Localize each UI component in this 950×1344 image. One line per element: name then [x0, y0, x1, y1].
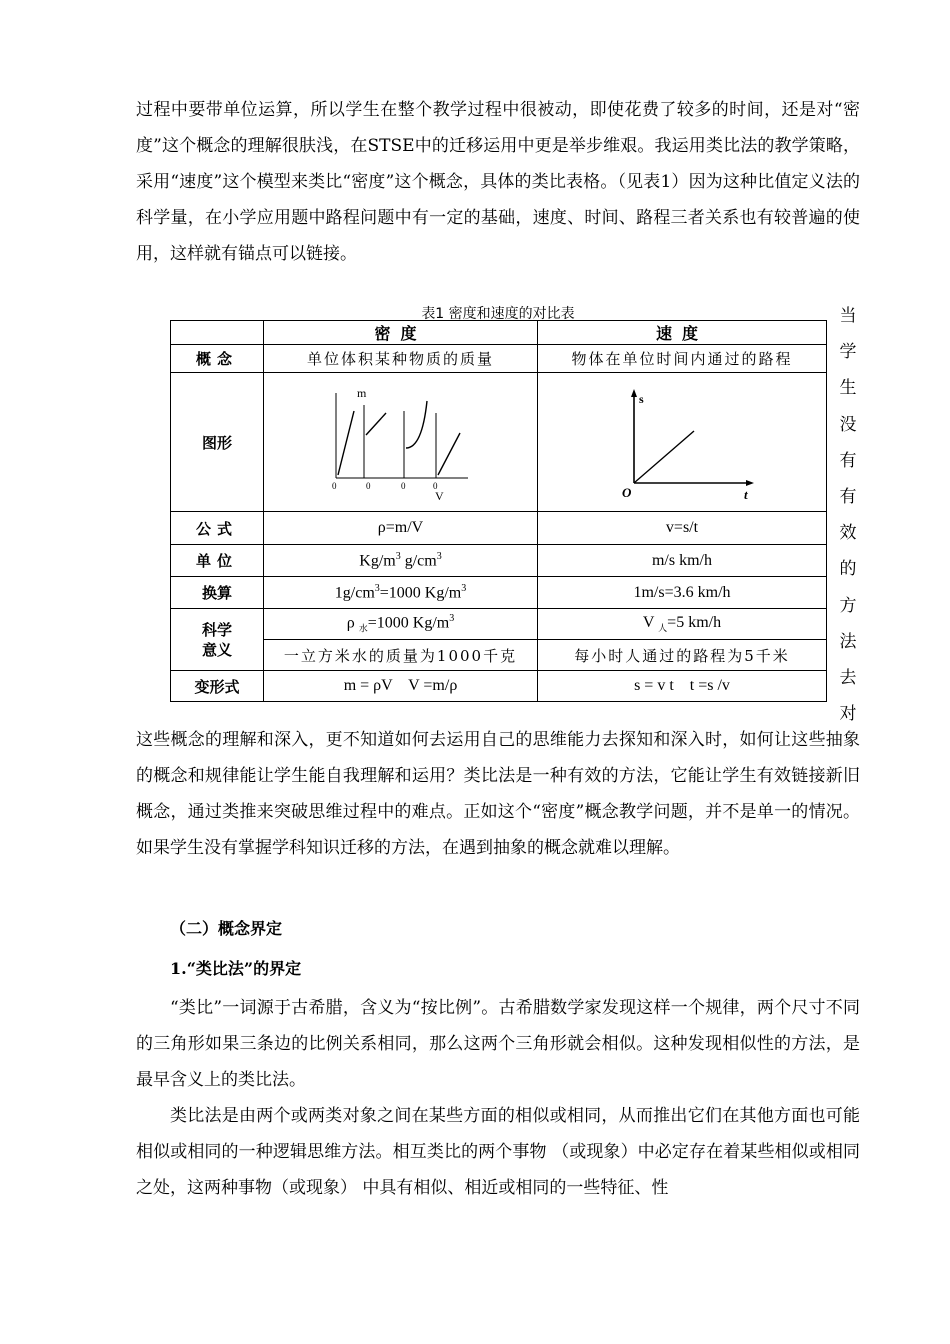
cell-density-concept: 单位体积某种物质的质量 [264, 345, 538, 373]
cell-speed-variant: s = v t t =s /v [538, 671, 827, 702]
row-label-formula: 公式 [171, 512, 264, 545]
density-graphs-image [264, 373, 538, 507]
cell-speed-meaning-text: 每小时人通过的路程为5千米 [538, 640, 827, 671]
paragraph-intro: 过程中要带单位运算，所以学生在整个教学过程中很被动，即使花费了较多的时间，还是对“密度”这个概念的理解很肤浅，在STSE中的迁移运用中更是举步维艰。我运用类比法的教学策略，采用“速度”这个模型来类比“密度”这个概念，具体的类比表格。（见表1）因为这种比值定义法的科学量，在小学应用题中路程问题中有一定的基础，速度、时间、路程三者关系也有较普遍的使用，这样就有锚点可以链接。 [136, 100, 860, 264]
cell-speed-unit: m/s km/h [538, 545, 827, 577]
speed-graph-image [538, 373, 827, 507]
row-label-conversion: 换算 [171, 577, 264, 609]
header-density: 密度 [264, 321, 538, 345]
header-speed: 速度 [538, 321, 827, 345]
row-label-variant: 变形式 [171, 671, 264, 702]
speed-graph-origin-label: O [622, 485, 632, 500]
table-caption: 表1 密度和速度的对比表 [421, 306, 575, 322]
cell-speed-meaning-formula: V $_人$=5 km/h [538, 609, 827, 640]
side-column-text: 当学生没有有效的方法去对 [839, 306, 857, 725]
cell-density-variant: m = ρV V =m/ρ [264, 671, 538, 702]
paragraph-analogy-definition: 类比法是由两个或两类对象之间在某些方面的相似或相同，从而推出它们在其他方面也可能相似或相同的一种逻辑思维方法。相互类比的两个事物 （或现象）中必定存在着某些相似或相同之处，这两种事物（或现象） 中具有相似、相近或相同的一些特征、性 [136, 1106, 860, 1198]
section-heading: （二）概念界定 [170, 919, 283, 938]
cell-density-graph [264, 373, 538, 512]
cell-density-unit: $Kg/m^3$ $g/cm^3$ [264, 545, 538, 577]
subsection-heading: 1.“类比法”的界定 [170, 959, 302, 978]
cell-speed-formula: v=s/t [538, 512, 827, 545]
paragraph-analogy-origin: “类比”一词源于古希腊，含义为“按比例”。古希腊数学家发现这样一个规律，两个尺寸不同的三角形如果三条边的比例关系相同，那么这两个三角形就会相似。这种发现相似性的方法，是最早含义上的类比法。 [136, 998, 860, 1090]
row-label-concept: 概念 [171, 345, 264, 373]
cell-speed-conversion: 1m/s=3.6 km/h [538, 577, 827, 609]
cell-speed-concept: 物体在单位时间内通过的路程 [538, 345, 827, 373]
comparison-table [170, 320, 827, 702]
row-label-graph: 图形 [171, 373, 264, 512]
speed-graph-s-label: s [639, 392, 644, 406]
row-label-meaning: 科学意义 [171, 609, 264, 671]
cell-density-formula: ρ=m/V [264, 512, 538, 545]
row-label-unit: 单位 [171, 545, 264, 577]
density-g1-origin: 0 [332, 481, 337, 491]
cell-density-meaning-formula: ρ $_水$=1000 $Kg/m^3$ [264, 609, 538, 640]
density-g2-origin: 0 [366, 481, 371, 491]
cell-density-conversion: $1g/cm^3=1000$ $Kg/m^3$ [264, 577, 538, 609]
paragraph-continuation: 这些概念的理解和深入，更不知道如何去运用自己的思维能力去探知和深入时，如何让这些抽象的概念和规律能让学生能自我理解和运用？类比法是一种有效的方法，它能让学生有效链接新旧概念，通过类推来突破思维过程中的难点。正如这个“密度”概念教学问题，并不是单一的情况。如果学生没有掌握学科知识迁移的方法，在遇到抽象的概念就难以理解。 [136, 730, 860, 858]
density-graph-v-label: V [435, 489, 444, 503]
speed-graph-t-label: t [744, 487, 748, 502]
density-g4-origin: 0 [433, 481, 438, 491]
cell-density-meaning-text: 一立方米水的质量为1000千克 [264, 640, 538, 671]
table-corner-cell [171, 321, 264, 345]
density-g3-origin: 0 [401, 481, 406, 491]
density-graph-m-label: m [357, 386, 367, 400]
cell-speed-graph [538, 373, 827, 512]
